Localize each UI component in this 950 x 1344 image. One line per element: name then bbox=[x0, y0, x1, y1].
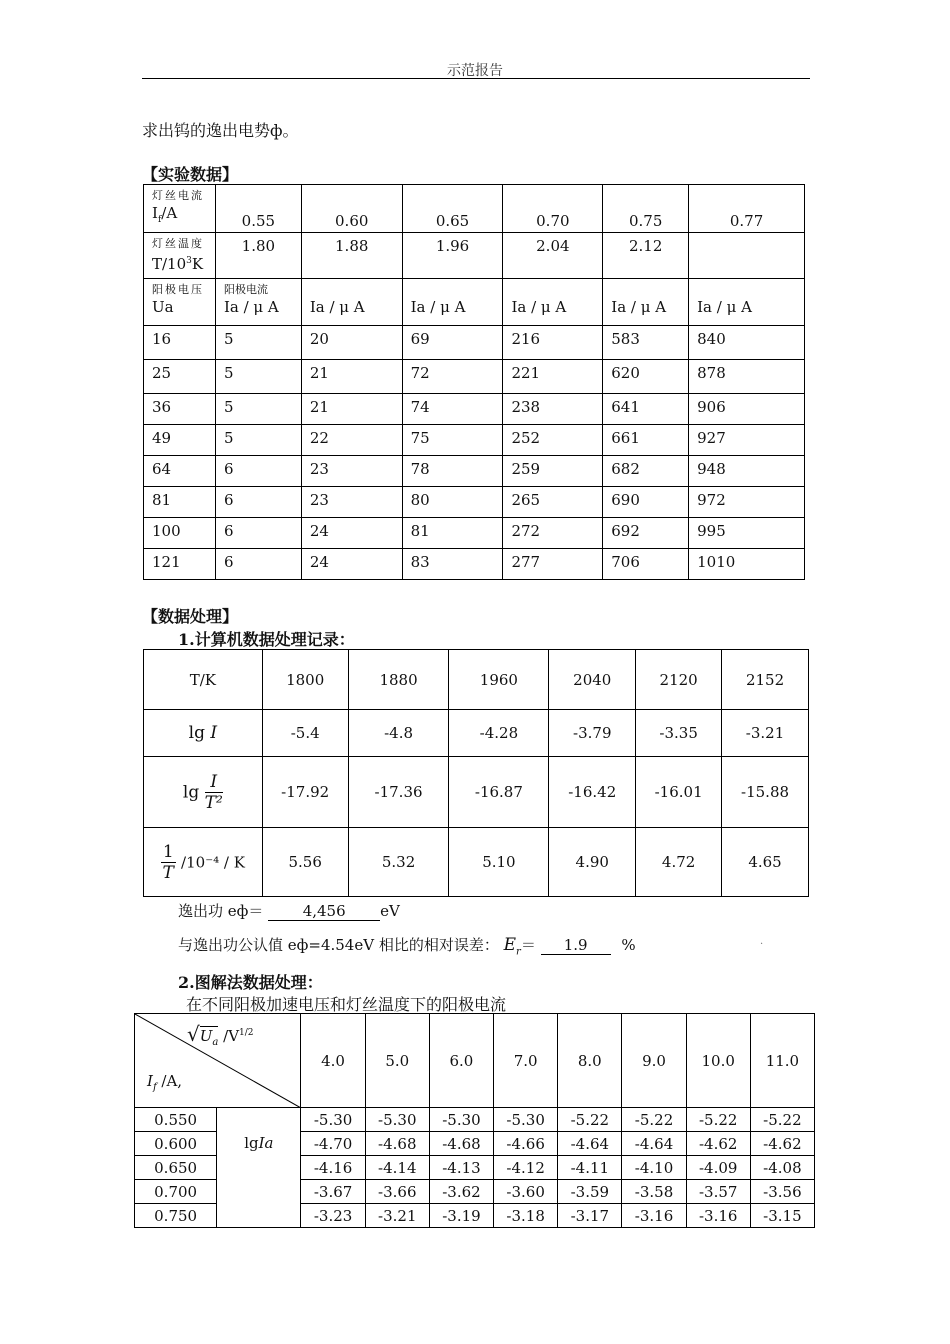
lgIa-cell: -4.62 bbox=[686, 1132, 750, 1156]
lgI-cell: -3.35 bbox=[636, 710, 722, 757]
anode-current-cell: 906 bbox=[689, 394, 805, 425]
temp-cell: 2.12 bbox=[603, 233, 689, 279]
lgIa-cell: -4.68 bbox=[429, 1132, 493, 1156]
diagonal-corner-cell bbox=[135, 1014, 301, 1108]
filament-current-cell: 0.600 bbox=[135, 1132, 217, 1156]
lgIa-cell: -4.68 bbox=[365, 1132, 429, 1156]
anode-voltage-cell: 64 bbox=[144, 456, 216, 487]
anode-current-cell: 21 bbox=[301, 360, 402, 394]
temperature-header: T/K bbox=[144, 650, 263, 710]
section-experiment-data: 【实验数据】 bbox=[142, 165, 239, 184]
anode-voltage-header bbox=[144, 279, 216, 326]
stray-dot: . bbox=[760, 936, 764, 947]
filament-temp-header bbox=[144, 233, 216, 279]
anode-current-cell: 6 bbox=[215, 549, 301, 580]
voltage-cell: 8.0 bbox=[558, 1014, 622, 1108]
work-function-label: 逸出功 eф＝ bbox=[178, 902, 264, 920]
filament-current-cell: 0.550 bbox=[135, 1108, 217, 1132]
invT-cell: 4.65 bbox=[722, 828, 809, 897]
temperature-row bbox=[144, 650, 809, 710]
ia-unit-cell: Ia / μ A bbox=[301, 279, 402, 326]
temperature-cell: 1800 bbox=[262, 650, 348, 710]
filament-current-cell: 0.650 bbox=[135, 1156, 217, 1180]
lgIa-cell: -3.58 bbox=[622, 1180, 686, 1204]
anode-current-cell: 81 bbox=[402, 518, 503, 549]
lgIa-cell: -4.14 bbox=[365, 1156, 429, 1180]
anode-current-cell: 878 bbox=[689, 360, 805, 394]
header-divider bbox=[142, 78, 810, 79]
table-row bbox=[144, 518, 805, 549]
lgIa-label-cell: lgIa bbox=[217, 1108, 301, 1228]
anode-current-cell: 272 bbox=[503, 518, 603, 549]
anode-current-cell: 252 bbox=[503, 425, 603, 456]
temp-cell: 1.96 bbox=[402, 233, 503, 279]
page-header: 示范报告 bbox=[447, 63, 503, 79]
temp-cell: 1.80 bbox=[215, 233, 301, 279]
lgIa-cell: -3.17 bbox=[558, 1204, 622, 1228]
voltage-cell: 11.0 bbox=[750, 1014, 814, 1108]
work-function-line bbox=[178, 900, 400, 921]
anode-current-cell: 6 bbox=[215, 518, 301, 549]
anode-current-cell: 238 bbox=[503, 394, 603, 425]
table-row bbox=[135, 1108, 815, 1132]
lgIa-cell: -5.22 bbox=[622, 1108, 686, 1132]
anode-current-cell: 1010 bbox=[689, 549, 805, 580]
lgIa-cell: -3.60 bbox=[494, 1180, 558, 1204]
ia-unit-cell: Ia / μ A bbox=[603, 279, 689, 326]
er-label: $E_r$ bbox=[503, 935, 521, 958]
lgIa-cell: -3.15 bbox=[750, 1204, 814, 1228]
anode-voltage-cell: 49 bbox=[144, 425, 216, 456]
lgIa-cell: -4.62 bbox=[750, 1132, 814, 1156]
anode-current-cell: 22 bbox=[301, 425, 402, 456]
anode-current-cell: 690 bbox=[603, 487, 689, 518]
experiment-data-table bbox=[143, 184, 805, 580]
lgIa-cell: -5.22 bbox=[686, 1108, 750, 1132]
ia-unit-cell: Ia / μ A bbox=[402, 279, 503, 326]
anode-current-cell: 583 bbox=[603, 326, 689, 360]
anode-current-cell: 277 bbox=[503, 549, 603, 580]
invT-cell: 4.90 bbox=[549, 828, 636, 897]
anode-current-label: 阳极电流 bbox=[223, 283, 268, 296]
invT-cell: 5.10 bbox=[449, 828, 549, 897]
anode-current-cell: 74 bbox=[402, 394, 503, 425]
anode-current-cell: 24 bbox=[301, 549, 402, 580]
anode-current-cell: 24 bbox=[301, 518, 402, 549]
lgIT2-header: lg $\frac{I}{\text{T²}}$ bbox=[144, 757, 263, 828]
lgIa-cell: -5.30 bbox=[301, 1108, 365, 1132]
invT-row bbox=[144, 828, 809, 897]
table-row bbox=[144, 360, 805, 394]
lgI-cell: -3.21 bbox=[722, 710, 809, 757]
anode-current-cell: 641 bbox=[603, 394, 689, 425]
filament-temp-unit: $T/10^3K$ bbox=[152, 255, 204, 273]
lgIT2-cell: -17.36 bbox=[348, 757, 449, 828]
lgIa-cell: -3.18 bbox=[494, 1204, 558, 1228]
anode-current-cell: 5 bbox=[215, 394, 301, 425]
temp-cell: 2.04 bbox=[503, 233, 603, 279]
anode-current-cell: 78 bbox=[402, 456, 503, 487]
current-cell: 0.60 bbox=[301, 185, 402, 233]
lgIT2-row bbox=[144, 757, 809, 828]
filament-current-cell: 0.700 bbox=[135, 1180, 217, 1204]
er-value: 1.9 bbox=[541, 936, 611, 955]
anode-current-cell: 23 bbox=[301, 487, 402, 518]
computer-processing-table bbox=[143, 649, 809, 897]
lgI-cell: -4.8 bbox=[348, 710, 449, 757]
current-cell: 0.55 bbox=[215, 185, 301, 233]
anode-current-cell: 948 bbox=[689, 456, 805, 487]
lgIT2-cell: -16.01 bbox=[636, 757, 722, 828]
lgIa-cell: -5.22 bbox=[750, 1108, 814, 1132]
anode-current-cell: 927 bbox=[689, 425, 805, 456]
voltage-cell: 10.0 bbox=[686, 1014, 750, 1108]
lgIa-cell: -5.30 bbox=[429, 1108, 493, 1132]
anode-current-cell: 221 bbox=[503, 360, 603, 394]
anode-current-cell: 5 bbox=[215, 425, 301, 456]
table-row bbox=[144, 549, 805, 580]
table-row bbox=[144, 425, 805, 456]
anode-current-cell: 840 bbox=[689, 326, 805, 360]
section-data-processing: 【数据处理】 bbox=[142, 607, 239, 626]
work-function-value: 4,456 bbox=[268, 902, 380, 921]
lgIa-cell: -5.30 bbox=[365, 1108, 429, 1132]
anode-current-cell: 265 bbox=[503, 487, 603, 518]
lgIa-cell: -5.22 bbox=[558, 1108, 622, 1132]
table-row bbox=[144, 326, 805, 360]
invT-header: $\frac{1}{T}$ /10⁻⁴ / K bbox=[144, 828, 263, 897]
anode-current-cell: 216 bbox=[503, 326, 603, 360]
temperature-cell: 2040 bbox=[549, 650, 636, 710]
lgIT2-cell: -16.42 bbox=[549, 757, 636, 828]
filament-current-cell: 0.750 bbox=[135, 1204, 217, 1228]
filament-current-unit: $I_f/A$ bbox=[152, 204, 178, 225]
anode-current-cell: 6 bbox=[215, 487, 301, 518]
voltage-cell: 4.0 bbox=[301, 1014, 365, 1108]
lgIa-cell: -4.13 bbox=[429, 1156, 493, 1180]
table-row bbox=[144, 394, 805, 425]
anode-current-cell: 20 bbox=[301, 326, 402, 360]
anode-current-cell: 80 bbox=[402, 487, 503, 518]
table-row bbox=[144, 487, 805, 518]
sqrt-ua-label: $√U_a$ $/V^{1/2}$ bbox=[187, 1022, 254, 1048]
ia-unit-cell: Ia / μ A bbox=[503, 279, 603, 326]
current-cell: 0.75 bbox=[603, 185, 689, 233]
lgI-cell: -5.4 bbox=[262, 710, 348, 757]
anode-current-cell: 682 bbox=[603, 456, 689, 487]
anode-voltage-unit: Ua bbox=[152, 298, 174, 316]
filament-current-label: 灯丝电流 bbox=[152, 189, 204, 202]
lgIa-cell: -3.67 bbox=[301, 1180, 365, 1204]
anode-current-cell: 5 bbox=[215, 326, 301, 360]
anode-current-header bbox=[215, 279, 301, 326]
computer-record-title: 1.计算机数据处理记录： bbox=[178, 630, 355, 649]
lgIa-cell: -3.21 bbox=[365, 1204, 429, 1228]
filament-temp-label: 灯丝温度 bbox=[152, 237, 204, 250]
anode-current-cell: 661 bbox=[603, 425, 689, 456]
lgIa-cell: -3.23 bbox=[301, 1204, 365, 1228]
lgIa-cell: -3.62 bbox=[429, 1180, 493, 1204]
lgIa-cell: -4.70 bbox=[301, 1132, 365, 1156]
temp-cell bbox=[689, 233, 805, 279]
lgIa-cell: -4.11 bbox=[558, 1156, 622, 1180]
anode-current-cell: 995 bbox=[689, 518, 805, 549]
lgIa-cell: -4.10 bbox=[622, 1156, 686, 1180]
lgIa-cell: -4.64 bbox=[622, 1132, 686, 1156]
relative-error-label: 与逸出功公认值 eф=4.54eV 相比的相对误差： bbox=[178, 936, 499, 954]
anode-current-cell: 23 bbox=[301, 456, 402, 487]
lgIa-cell: -3.16 bbox=[686, 1204, 750, 1228]
lgIa-cell: -4.09 bbox=[686, 1156, 750, 1180]
anode-current-cell: 72 bbox=[402, 360, 503, 394]
lgI-row bbox=[144, 710, 809, 757]
work-function-unit: eV bbox=[380, 902, 400, 920]
ia-unit-cell: Ia / μ A bbox=[689, 279, 805, 326]
lgI-cell: -3.79 bbox=[549, 710, 636, 757]
current-cell: 0.65 bbox=[402, 185, 503, 233]
anode-current-cell: 706 bbox=[603, 549, 689, 580]
lgIT2-cell: -17.92 bbox=[262, 757, 348, 828]
temperature-cell: 1960 bbox=[449, 650, 549, 710]
lgI-cell: -4.28 bbox=[449, 710, 549, 757]
lgIa-cell: -3.66 bbox=[365, 1180, 429, 1204]
temp-cell: 1.88 bbox=[301, 233, 402, 279]
relative-error-line: 与逸出功公认值 eф=4.54eV 相比的相对误差： $E_r= 1.9$ % bbox=[178, 935, 636, 958]
graph-method-title: 2.图解法数据处理： bbox=[178, 973, 323, 992]
lgIa-cell: -4.08 bbox=[750, 1156, 814, 1180]
er-unit: % bbox=[621, 936, 636, 954]
voltage-cell: 7.0 bbox=[494, 1014, 558, 1108]
lgIa-cell: -4.64 bbox=[558, 1132, 622, 1156]
anode-current-cell: 83 bbox=[402, 549, 503, 580]
anode-voltage-cell: 100 bbox=[144, 518, 216, 549]
lgIT2-cell: -16.87 bbox=[449, 757, 549, 828]
anode-voltage-cell: 121 bbox=[144, 549, 216, 580]
voltage-header-row bbox=[135, 1014, 815, 1108]
voltage-cell: 5.0 bbox=[365, 1014, 429, 1108]
anode-voltage-cell: 25 bbox=[144, 360, 216, 394]
invT-cell: 5.56 bbox=[262, 828, 348, 897]
lgIa-cell: -4.12 bbox=[494, 1156, 558, 1180]
current-cell: 0.70 bbox=[503, 185, 603, 233]
lgIa-cell: -3.59 bbox=[558, 1180, 622, 1204]
anode-current-cell: 972 bbox=[689, 487, 805, 518]
anode-header-row bbox=[144, 279, 805, 326]
anode-voltage-cell: 81 bbox=[144, 487, 216, 518]
intro-text: 求出钨的逸出电势ф。 bbox=[142, 121, 299, 140]
anode-voltage-cell: 36 bbox=[144, 394, 216, 425]
lgIT2-cell: -15.88 bbox=[722, 757, 809, 828]
anode-voltage-cell: 16 bbox=[144, 326, 216, 360]
voltage-cell: 9.0 bbox=[622, 1014, 686, 1108]
anode-voltage-label: 阳极电压 bbox=[152, 283, 204, 296]
lgIa-cell: -3.16 bbox=[622, 1204, 686, 1228]
graph-table-title: 在不同阳极加速电压和灯丝温度下的阳极电流 bbox=[186, 995, 507, 1014]
temperature-cell: 1880 bbox=[348, 650, 449, 710]
anode-current-cell: 259 bbox=[503, 456, 603, 487]
temperature-cell: 2152 bbox=[722, 650, 809, 710]
invT-cell: 5.32 bbox=[348, 828, 449, 897]
ia-unit: Ia / μ A bbox=[223, 298, 279, 316]
anode-current-cell: 620 bbox=[603, 360, 689, 394]
filament-current-header bbox=[144, 185, 216, 233]
anode-current-cell: 75 bbox=[402, 425, 503, 456]
lgI-header: lg I bbox=[144, 710, 263, 757]
current-cell: 0.77 bbox=[689, 185, 805, 233]
lgIa-cell: -4.16 bbox=[301, 1156, 365, 1180]
lgIa-cell: -3.56 bbox=[750, 1180, 814, 1204]
table-row bbox=[144, 456, 805, 487]
anode-current-cell: 5 bbox=[215, 360, 301, 394]
invT-cell: 4.72 bbox=[636, 828, 722, 897]
graph-method-table bbox=[134, 1013, 815, 1228]
lgIa-cell: -5.30 bbox=[494, 1108, 558, 1132]
anode-current-cell: 21 bbox=[301, 394, 402, 425]
lgIa-cell: -4.66 bbox=[494, 1132, 558, 1156]
lgIa-cell: -3.57 bbox=[686, 1180, 750, 1204]
voltage-cell: 6.0 bbox=[429, 1014, 493, 1108]
anode-current-cell: 69 bbox=[402, 326, 503, 360]
lgIa-cell: -3.19 bbox=[429, 1204, 493, 1228]
anode-current-cell: 692 bbox=[603, 518, 689, 549]
filament-temp-row bbox=[144, 233, 805, 279]
if-label: $I_f$ /A, bbox=[147, 1072, 183, 1093]
anode-current-cell: 6 bbox=[215, 456, 301, 487]
filament-current-row bbox=[144, 185, 805, 233]
temperature-cell: 2120 bbox=[636, 650, 722, 710]
